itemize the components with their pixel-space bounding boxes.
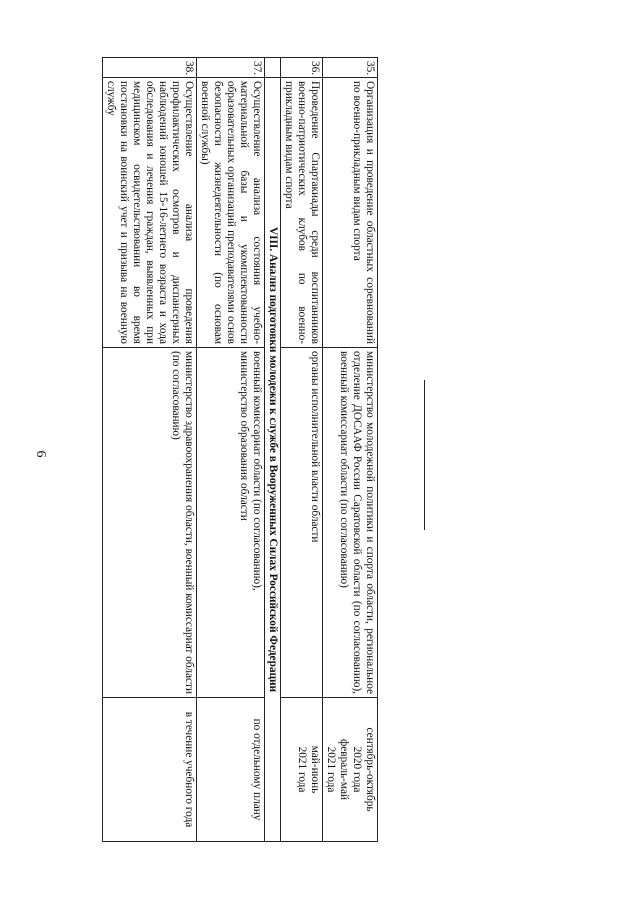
- row-number: 38.: [103, 58, 197, 78]
- plan-table: [102, 57, 378, 842]
- section-heading: VIII. Анализ подготовки молодежи к службе в Вооруженных Силах Российской Федерации: [265, 78, 281, 842]
- term-line: сентябрь-октябрь: [364, 727, 376, 812]
- term-line: 2020 года: [351, 746, 363, 793]
- term-cell: по отдельному плану: [197, 698, 265, 842]
- event-cell: Организация и проведение областных соревнований по военно-прикладным видам спорта: [323, 78, 378, 348]
- row-number: 35.: [323, 58, 378, 78]
- section-heading-row: [265, 58, 281, 842]
- table-row: [197, 58, 265, 842]
- term-cell: [323, 698, 378, 842]
- page-number-text: 6: [33, 450, 48, 458]
- event-cell: Осуществление анализа проведения профилактических осмотров и диспансерных наблюдений юношей 15-16-летнего возраста и хода обследования и лечения граждан, выявленных при медицинском освидетельствовании во время постановки на воинский учет и призыва на военную службу: [103, 78, 197, 348]
- table-row: [103, 58, 197, 842]
- rotated-page-content: [78, 57, 378, 841]
- event-cell: Проведение Спартакиады среди воспитанников военно-патриотических клубов по военно-прикладным видам спорта: [281, 78, 323, 348]
- responsible-cell: министерство молодежной политики и спорта области, региональное отделение ДОСААФ России Саратовской области (по согласованию), военный комиссариат области (по согласованию): [323, 348, 378, 698]
- responsible-cell: министерство здравоохранения области, военный комиссариат области (по согласованию): [103, 348, 197, 698]
- responsible-cell: органы исполнительной власти области: [281, 348, 323, 698]
- row-number: 37.: [197, 58, 265, 78]
- table-row: [323, 58, 378, 842]
- responsible-line: военный комиссариат области (по согласованию),: [251, 351, 263, 591]
- signature-rule: [424, 380, 425, 530]
- term-cell: [281, 698, 323, 842]
- term-line: май-июнь: [309, 745, 321, 794]
- term-line: 2021 года: [325, 746, 337, 793]
- table-row: [281, 58, 323, 842]
- term-line: февраль-май: [338, 738, 350, 801]
- term-cell: в течение учебного года: [103, 698, 197, 842]
- row-number: 36.: [281, 58, 323, 78]
- event-cell: Осуществление анализа состояния учебно-материальной базы и укомплектованности образовательных организаций преподавателями основ безопасности жизнедеятельности (по основам военной службы): [197, 78, 265, 348]
- term-line: 2021 года: [296, 746, 308, 793]
- responsible-cell: [197, 348, 265, 698]
- responsible-line: министерство образования области: [238, 351, 250, 521]
